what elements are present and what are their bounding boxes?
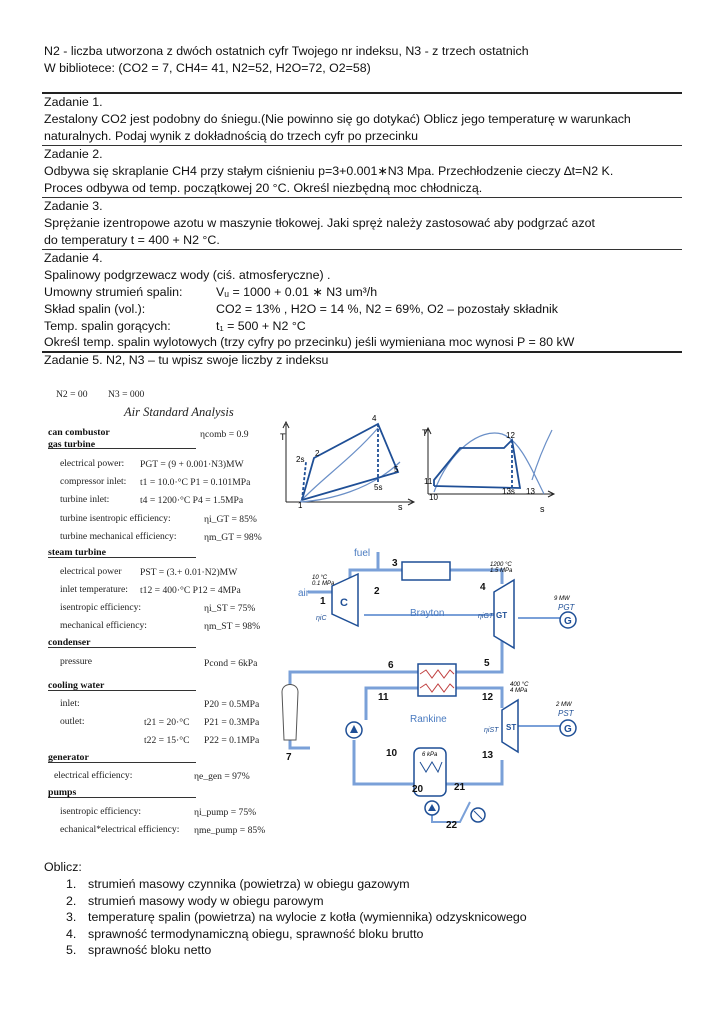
turb-mech-value: ηm_GT = 98% <box>204 532 262 543</box>
state-2: 2 <box>315 449 320 458</box>
state-5: 5 <box>394 465 399 474</box>
pipe-10 <box>354 740 414 784</box>
pressure-label: pressure <box>60 656 92 667</box>
turb-mech-label: turbine mechanical efficiency: <box>60 531 177 542</box>
pipe-5 <box>456 638 502 672</box>
rankine-label: Rankine <box>410 714 447 725</box>
cw-outlet-label: outlet: <box>60 716 85 727</box>
list-item: 4. sprawność termodynamiczną obiegu, sprawność bloku brutto <box>66 926 424 941</box>
divider <box>42 249 682 250</box>
rankine-cycle <box>434 440 520 488</box>
state-5s: 5s <box>374 483 383 492</box>
node-7: 7 <box>286 752 292 763</box>
state-11: 11 <box>424 477 433 486</box>
underline <box>48 647 196 648</box>
task4-text-5: Określ temp. spalin wylotowych (trzy cyfry po przecinku) jeśli wymieniana moc wynosi P = 80 kW <box>44 335 575 349</box>
task4-value-4: t₁ = 500 + N2 °C <box>216 319 306 333</box>
state-2s: 2s <box>296 455 305 464</box>
question-text: strumień masowy czynnika (powietrza) w obiegu gazowym <box>88 877 410 891</box>
fuel-label: fuel <box>354 548 371 559</box>
cw-t21: t21 = 20·°C <box>144 717 190 728</box>
pump-mech-value: ηme_pump = 85% <box>194 825 266 836</box>
task2-text-2: Proces odbywa od temp. początkowej 20 °C. Określ niezbędną moc chłodniczą. <box>44 181 483 195</box>
list-item: 5. sprawność bloku netto <box>66 943 212 958</box>
st-label: ST <box>506 723 517 732</box>
pst-label: PST <box>558 709 574 718</box>
pipe-7 <box>290 740 310 748</box>
n3-value: N3 = 000 <box>108 389 145 400</box>
task2-title: Zadanie 2. <box>44 147 103 161</box>
task4-label-2: Umowny strumień spalin: <box>44 285 183 299</box>
gt-out-temp: 400 °C <box>510 682 529 688</box>
section-can-combustor: can combustor <box>48 427 110 438</box>
eta-c: ηiC <box>316 615 327 622</box>
generator-1-label: G <box>564 616 572 627</box>
list-item: 1. strumień masowy czynnika (powietrza) w obiegu gazowym <box>66 877 410 891</box>
tin-temp: 1200 °C <box>490 562 512 568</box>
task5-title: Zadanie 5. N2, N3 – tu wpisz swoje liczby z indeksu <box>44 353 329 367</box>
brayton-label: Brayton <box>410 608 445 619</box>
underline <box>48 690 196 691</box>
compressor-label: C <box>340 597 348 609</box>
question-text: temperaturę spalin (powietrza) na wylocie z kotła (wymiennika) odzysknicowego <box>88 910 527 925</box>
task1-text-2: naturalnych. Podaj wynik z dokładnością do trzech cyfr po przecinku <box>44 129 418 143</box>
task4-label-4: Temp. spalin gorących: <box>44 319 171 333</box>
st-mech-value: ηm_ST = 98% <box>204 621 261 632</box>
t-axis-label: T <box>280 432 286 442</box>
st-inlet-label: inlet temperature: <box>60 584 128 595</box>
plant-schematic <box>270 540 590 840</box>
st-isen-value: ηi_ST = 75% <box>204 603 256 614</box>
task2-text-1: Odbywa się skraplanie CH4 przy stałym ciśnieniu p=3+0.001∗N3 Mpa. Przechłodzenie cieczy ∆t=N2 K. <box>44 164 614 178</box>
st-power-value: PST = (3.+ 0.01·N2)MW <box>140 567 238 578</box>
pst-mw: 2 MW <box>556 702 572 708</box>
header-line-2: W bibliotece: (CO2 = 7, CH4= 41, N2=52, H2O=72, O2=58) <box>44 61 371 75</box>
task4-title: Zadanie 4. <box>44 251 103 265</box>
pump-isen-value: ηi_pump = 75% <box>194 807 257 818</box>
cw-t22: t22 = 15·°C <box>144 735 190 746</box>
inlet-temp: 10 °C <box>312 575 328 581</box>
stack <box>282 685 298 741</box>
turb-inlet-label: turbine inlet: <box>60 494 110 505</box>
state-13: 13 <box>526 487 535 496</box>
air-label: air <box>298 588 310 599</box>
state-10: 10 <box>429 493 438 502</box>
task1-text-1: Zestalony CO2 jest podobny do śniegu.(Nie powinno się go dotykać) Oblicz jego temperaturę w warunkach <box>44 112 631 126</box>
gen-value: ηe_gen = 97% <box>194 771 250 782</box>
node-13: 13 <box>482 750 494 761</box>
pgt-label: PGT <box>558 603 575 612</box>
cw-inlet-value: P20 = 0.5MPa <box>204 699 260 710</box>
gt-power-value: PGT = (9 + 0.001·N3)MW <box>140 459 244 470</box>
st-mech-label: mechanical efficiency: <box>60 620 147 631</box>
section-cooling-water: cooling water <box>48 680 105 691</box>
section-steam-turbine: steam turbine <box>48 547 106 558</box>
gt-power-label: electrical power: <box>60 458 125 469</box>
questions-intro: Oblicz: <box>44 860 82 874</box>
underline <box>48 557 196 558</box>
node-2: 2 <box>374 586 380 597</box>
cw-p22: P22 = 0.1MPa <box>204 735 260 746</box>
node-20: 20 <box>412 784 424 795</box>
turb-inlet-value: t4 = 1200·°C P4 = 1.5MPa <box>140 495 244 506</box>
task3-text-2: do temperatury t = 400 + N2 °C. <box>44 233 220 247</box>
node-10: 10 <box>386 748 398 759</box>
inlet-pressure: 0.1 MPa <box>312 581 335 587</box>
pressure-value: Pcond = 6kPa <box>204 658 258 669</box>
n2-value: N2 = 00 <box>56 389 88 400</box>
brayton-cycle <box>302 424 398 500</box>
underline <box>48 797 196 798</box>
t-axis-label: T <box>422 428 428 438</box>
pipe-13 <box>446 760 502 784</box>
state-1: 1 <box>298 501 303 510</box>
tin-pressure: 1.5 MPa <box>490 568 513 574</box>
task4-value-2: Vᵤ = 1000 + 0.01 ∗ N3 um³/h <box>216 285 378 299</box>
gen-label: electrical efficiency: <box>54 770 133 781</box>
st-inlet-value: t12 = 400·°C P12 = 4MPa <box>140 585 241 596</box>
state-4: 4 <box>372 414 377 423</box>
generator-2-label: G <box>564 724 572 735</box>
gt-out-pressure: 4 MPa <box>510 688 528 694</box>
eta-gt: ηiGT <box>478 613 494 620</box>
pump-mech-label: echanical*electrical efficiency: <box>60 824 180 835</box>
question-text: sprawność termodynamiczną obiegu, sprawność bloku brutto <box>88 926 424 941</box>
pump-isen-label: isentropic efficiency: <box>60 806 142 817</box>
eta-comb: ηcomb = 0.9 <box>200 429 249 440</box>
node-11: 11 <box>378 692 389 703</box>
list-item: 2. strumień masowy wody w obiegu parowym <box>66 893 324 908</box>
question-text: strumień masowy wody w obiegu parowym <box>88 893 324 908</box>
task4-text-1: Spalinowy podgrzewacz wody (ciś. atmosferyczne) . <box>44 268 331 282</box>
isobar <box>532 430 552 480</box>
section-pumps: pumps <box>48 787 77 798</box>
divider <box>42 145 682 146</box>
state-12: 12 <box>506 431 515 440</box>
node-1: 1 <box>320 596 326 607</box>
task4-value-3: CO2 = 13% , H2O = 14 %, N2 = 69%, O2 – pozostały składnik <box>216 302 558 316</box>
cond-pressure: 6 kPa <box>422 752 438 758</box>
task3-text-1: Sprężanie izentropowe azotu w maszynie tłokowej. Jaki spręż należy zastosować aby podgrzać azot <box>44 216 595 230</box>
divider <box>42 92 682 94</box>
ts-diagram-rankine <box>420 420 560 516</box>
task4-label-3: Skład spalin (vol.): <box>44 302 146 316</box>
s-axis-label: s <box>398 502 403 510</box>
node-21: 21 <box>454 782 466 793</box>
questions-list <box>66 876 527 959</box>
pgt-mw: 9 MW <box>554 596 570 602</box>
node-5: 5 <box>484 658 490 669</box>
task3-title: Zadanie 3. <box>44 199 103 213</box>
cw-p21: P21 = 0.3MPa <box>204 717 260 728</box>
section-gas-turbine: gas turbine <box>48 439 96 450</box>
section-generator: generator <box>48 752 89 763</box>
gt-label: GT <box>496 611 508 620</box>
divider <box>42 197 682 198</box>
state-13s: 13s <box>502 487 515 496</box>
node-3: 3 <box>392 558 398 569</box>
node-6: 6 <box>388 660 394 671</box>
underline <box>48 762 196 763</box>
params-title: Air Standard Analysis <box>124 405 234 419</box>
combustor <box>402 562 450 580</box>
pipe-12 <box>456 688 502 708</box>
section-condenser: condenser <box>48 637 91 648</box>
eta-st: ηiST <box>484 727 499 734</box>
node-4: 4 <box>480 582 486 593</box>
saturation-dome <box>434 433 544 494</box>
comp-inlet-label: compressor inlet: <box>60 476 127 487</box>
st-isen-label: isentropic efficiency: <box>60 602 142 613</box>
st-power-label: electrical power <box>60 566 122 577</box>
task1-title: Zadanie 1. <box>44 95 103 109</box>
turb-isen-value: ηi_GT = 85% <box>204 514 257 525</box>
turb-isen-label: turbine isentropic efficiency: <box>60 513 171 524</box>
ts-diagram-brayton <box>280 410 420 510</box>
list-item: 3. temperaturę spalin (powietrza) na wylocie z kotła (wymiennika) odzysknicowego <box>66 910 527 925</box>
s-axis-label: s <box>540 504 545 514</box>
underline <box>48 448 196 449</box>
hrsg <box>418 664 456 696</box>
node-22: 22 <box>446 820 458 831</box>
cw-inlet-label: inlet: <box>60 698 80 709</box>
header-line-1: N2 - liczba utworzona z dwóch ostatnich cyfr Twojego nr indeksu, N3 - z trzech ostatnich <box>44 44 529 58</box>
node-12: 12 <box>482 692 494 703</box>
question-text: sprawność bloku netto <box>88 943 212 958</box>
comp-inlet-value: t1 = 10.0·°C P1 = 0.101MPa <box>140 477 251 488</box>
